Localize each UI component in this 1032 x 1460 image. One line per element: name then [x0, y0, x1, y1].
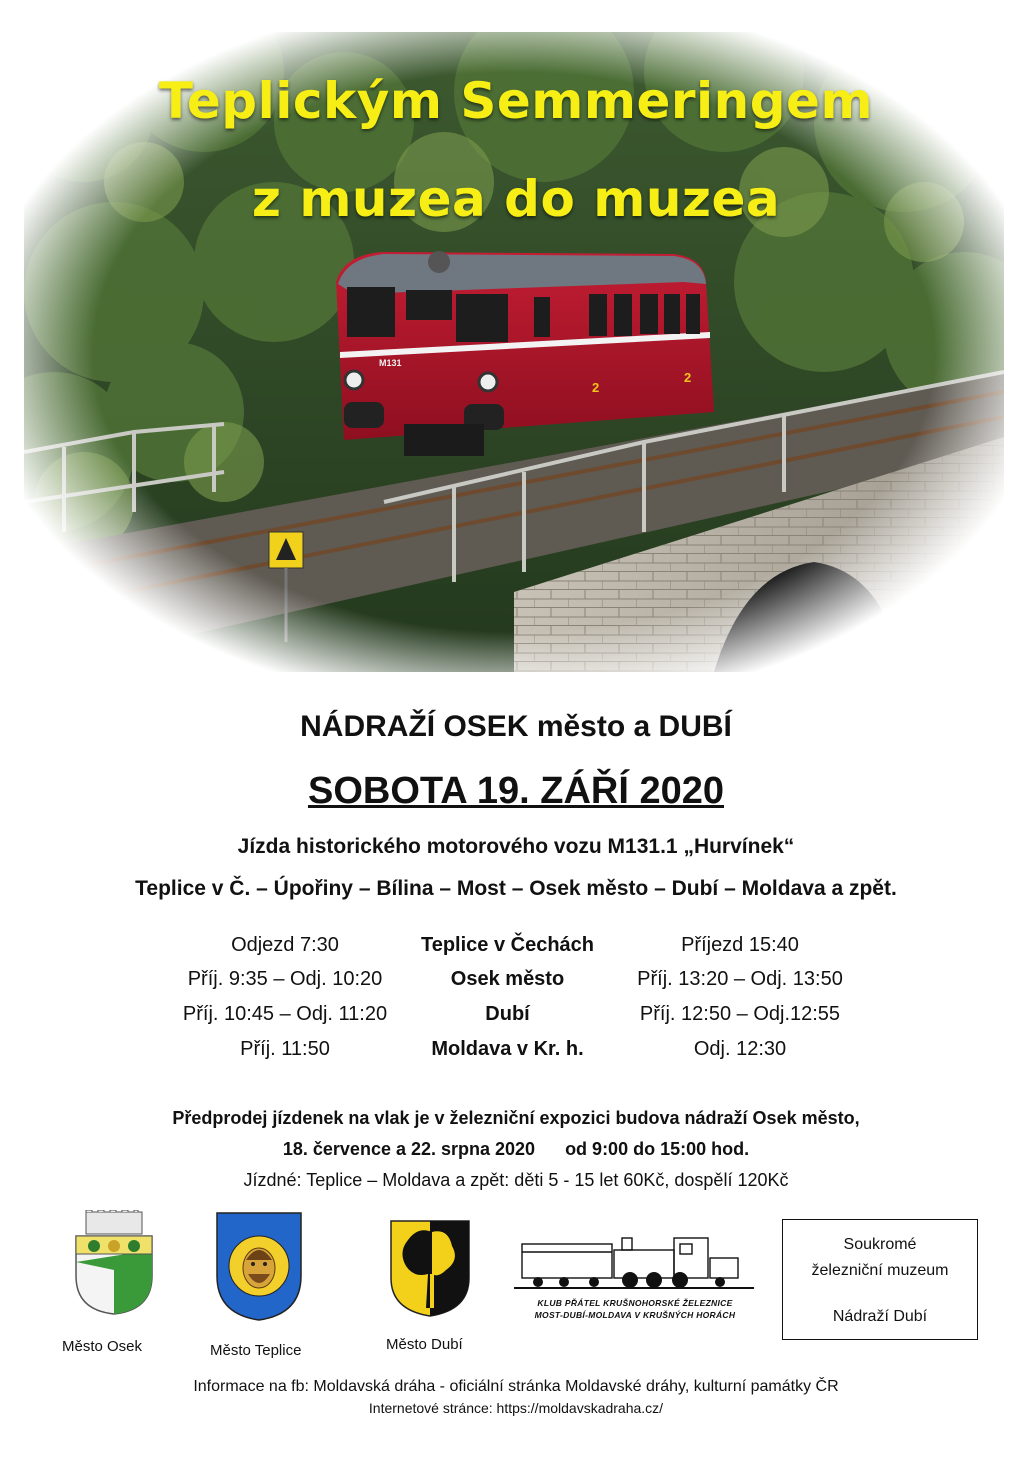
fare-info: Jízdné: Teplice – Moldava a zpět: děti 5 - 15 let 60Kč, dospělí 120Kč — [243, 1170, 789, 1190]
presale-dates: 18. července a 22. srpna 2020 — [282, 1139, 536, 1159]
schedule-right-cell: Příj. 13:20 – Odj. 13:50 — [637, 968, 843, 990]
presale-hours: od 9:00 do 15:00 hod. — [565, 1139, 750, 1159]
route-line: Teplice v Č. – Úpořiny – Bílina – Most – Osek město – Dubí – Moldava a zpět. — [135, 877, 897, 900]
car-number-left: 2 — [592, 380, 600, 395]
teplice-label: Město Teplice — [210, 1342, 302, 1359]
footer-web: Internetové stránce: https://moldavskadraha.cz/ — [368, 1400, 664, 1416]
schedule-left-cell: Příj. 9:35 – Odj. 10:20 — [187, 968, 383, 990]
presale-dates-row — [0, 1139, 1032, 1160]
schedule-right-cell: Příjezd 15:40 — [681, 934, 799, 956]
presale-info: Předprodej jízdenek na vlak je v železniční expozici budova nádraží Osek město, — [172, 1108, 860, 1128]
osek-coat-of-arms-icon — [72, 1210, 156, 1316]
schedule-right-cell: Odj. 12:30 — [693, 1038, 787, 1060]
train-plate: M131 — [379, 358, 402, 368]
schedule-station-cell: Dubí — [485, 1003, 530, 1025]
museum-line1: Soukromé — [843, 1236, 917, 1253]
car-number-right: 2 — [684, 370, 692, 385]
ride-description: Jízda historického motorového vozu M131.1 „Hurvínek“ — [237, 835, 795, 858]
schedule-left-cell: Příj. 10:45 – Odj. 11:20 — [182, 1003, 388, 1025]
club-name-line2: MOST-DUBÍ-MOLDAVA V KRUŠNÝCH HORÁCH — [534, 1310, 736, 1320]
schedule-station-cell: Teplice v Čechách — [420, 934, 595, 956]
teplice-coat-of-arms-icon — [214, 1210, 304, 1322]
dubi-label: Město Dubí — [386, 1336, 463, 1353]
schedule-station-cell: Osek město — [450, 968, 565, 990]
museum-line2: železniční muzeum — [811, 1262, 949, 1279]
museum-box — [782, 1219, 978, 1340]
club-name-line1: KLUB PŘÁTEL KRUŠNOHORSKÉ ŽELEZNICE — [537, 1298, 733, 1308]
event-date: SOBOTA 19. ZÁŘÍ 2020 — [307, 770, 724, 812]
steam-locomotive-icon — [514, 1230, 754, 1294]
schedule-station-cell: Moldava v Kr. h. — [431, 1038, 584, 1060]
poster-title-line2: z muzea do muzea — [251, 170, 781, 228]
schedule-right-cell: Příj. 12:50 – Odj.12:55 — [639, 1003, 841, 1025]
osek-label: Město Osek — [62, 1338, 143, 1355]
poster-title-line1: Teplickým Semmeringem — [158, 72, 874, 130]
dubi-coat-of-arms-icon — [388, 1218, 472, 1318]
schedule-left-cell: Příj. 11:50 — [240, 1038, 330, 1060]
schedule-left-cell: Odjezd 7:30 — [231, 934, 339, 956]
museum-line3: Nádraží Dubí — [832, 1308, 928, 1325]
footer-info: Informace na fb: Moldavská dráha - oficiální stránka Moldavské dráhy, kulturní památky ČR — [193, 1378, 839, 1395]
station-heading: NÁDRAŽÍ OSEK město a DUBÍ — [300, 710, 732, 743]
